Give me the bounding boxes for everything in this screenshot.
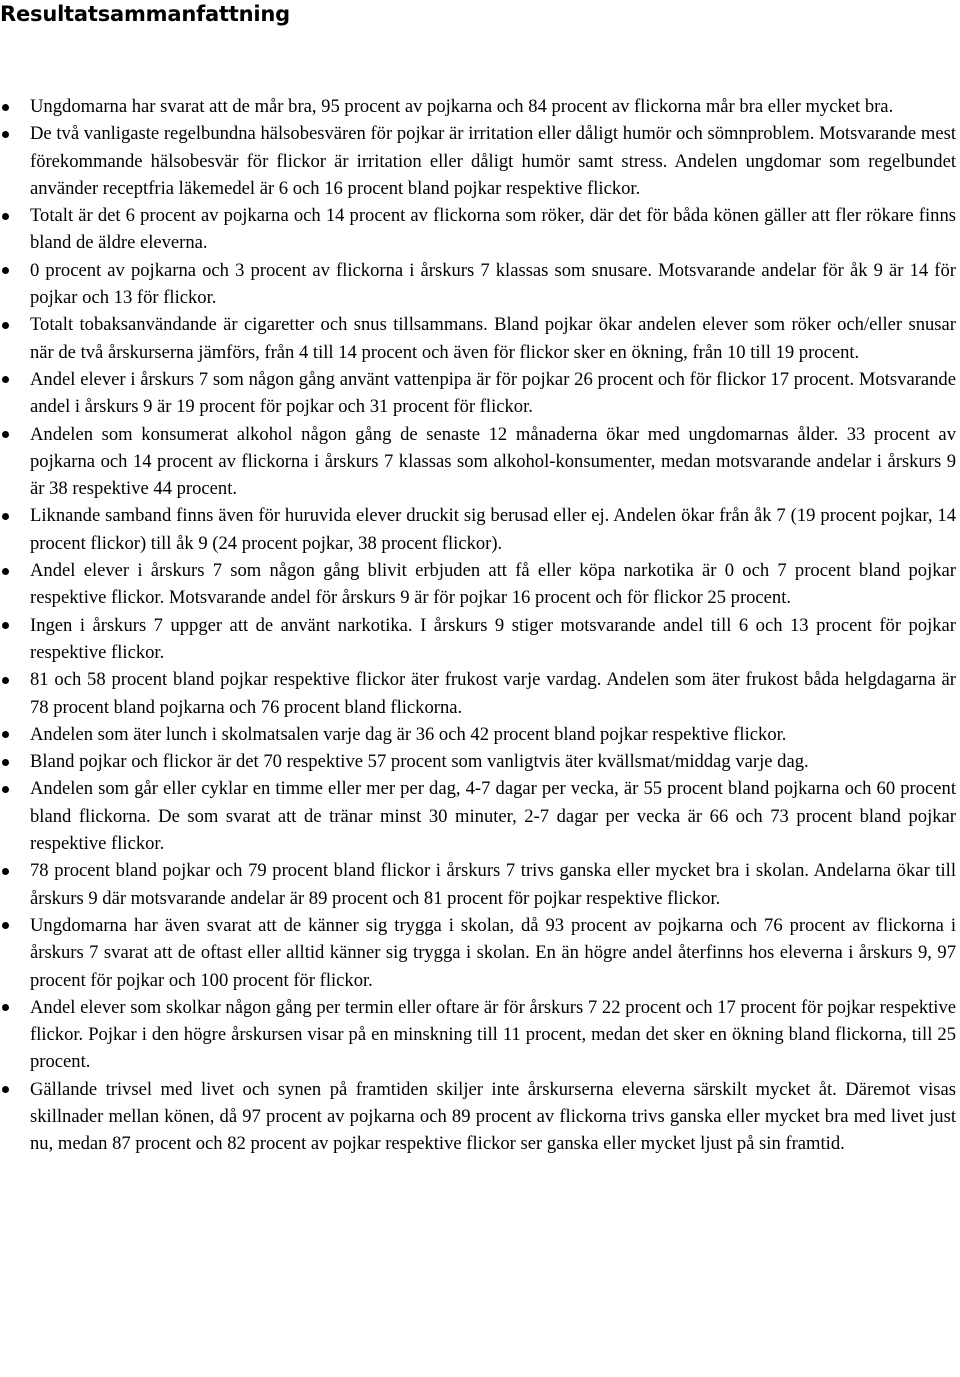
bullet-item-lunch: Andelen som äter lunch i skolmatsalen varje dag är 36 och 42 procent bland pojkar respektive flickor.	[0, 721, 956, 748]
bullet-item-school-safety: Ungdomarna har även svarat att de känner sig trygga i skolan, då 93 procent av pojkarna och 76 procent av flickorna i årskurs 7 svarat att de oftast eller alltid känner sig trygga i skolan. En än högre andel återfinns hos eleverna i årskurs 9, 97 procent för pojkar och 100 procent för flickor.	[0, 912, 956, 994]
bullet-item-wellbeing: Ungdomarna har svarat att de mår bra, 95 procent av pojkarna och 84 procent av flickorna mår bra eller mycket bra.	[0, 93, 956, 120]
bullet-item-total-tobacco: Totalt tobaksanvändande är cigaretter och snus tillsammans. Bland pojkar ökar andelen elever som röker och/eller snusar när de två årskurserna jämförs, från 4 till 14 procent och även för flickor sker en ökning, från 10 till 19 procent.	[0, 311, 956, 366]
bullet-item-alcohol: Andelen som konsumerat alkohol någon gång de senaste 12 månaderna ökar med ungdomarnas ålder. 33 procent av pojkarna och 14 procent av flickorna i årskurs 7 klassas som alkohol-konsumenter, medan motsvarande andelar i årskurs 9 är 38 respektive 44 procent.	[0, 421, 956, 503]
bullet-item-drugs-offered: Andel elever i årskurs 7 som någon gång blivit erbjuden att få eller köpa narkotika är 0 och 7 procent bland pojkar respektive flickor. Motsvarande andel för årskurs 9 är för pojkar 16 procent och för flickor 25 procent.	[0, 557, 956, 612]
bullet-item-water-pipe: Andel elever i årskurs 7 som någon gång använt vattenpipa är för pojkar 26 procent och för flickor 17 procent. Motsvarande andel i årskurs 9 är 19 procent för pojkar och 31 procent för flickor.	[0, 366, 956, 421]
bullet-item-school-wellbeing: 78 procent bland pojkar och 79 procent bland flickor i årskurs 7 trivs ganska eller mycket bra i skolan. Andelarna ökar till årskurs 9 där motsvarande andelar är 89 procent och 81 procent för pojkar respektive flickor.	[0, 857, 956, 912]
bullet-item-breakfast: 81 och 58 procent bland pojkar respektive flickor äter frukost varje vardag. Andelen som äter frukost båda helgdagarna är 78 procent bland pojkarna och 76 procent bland flickorna.	[0, 666, 956, 721]
bullet-item-dinner: Bland pojkar och flickor är det 70 respektive 57 procent som vanligtvis äter kvällsmat/middag varje dag.	[0, 748, 956, 775]
summary-bullet-list	[0, 93, 956, 1158]
bullet-item-health-complaints: De två vanligaste regelbundna hälsobesvären för pojkar är irritation eller dåligt humör och sömnproblem. Motsvarande mest förekommande hälsobesvär för flickor är irritation eller dåligt humör samt stress. Andelen ungdomar som regelbundet använder receptfria läkemedel är 6 och 16 procent bland pojkar respektive flickor.	[0, 120, 956, 202]
bullet-item-intoxication: Liknande samband finns även för huruvida elever druckit sig berusad eller ej. Andelen ökar från åk 7 (19 procent pojkar, 14 procent flickor) till åk 9 (24 procent pojkar, 38 procent flickor).	[0, 502, 956, 557]
bullet-item-drug-use: Ingen i årskurs 7 uppger att de använt narkotika. I årskurs 9 stiger motsvarande andel till 6 och 13 procent för pojkar respektive flickor.	[0, 612, 956, 667]
bullet-item-snus: 0 procent av pojkarna och 3 procent av flickorna i årskurs 7 klassas som snusare. Motsvarande andelar för åk 9 är 14 för pojkar och 13 för flickor.	[0, 257, 956, 312]
bullet-item-life-satisfaction: Gällande trivsel med livet och synen på framtiden skiljer inte årskurserna eleverna särskilt mycket åt. Däremot visas skillnader mellan könen, då 97 procent av pojkarna och 89 procent av flickorna trivs ganska eller mycket bra med livet just nu, medan 87 procent och 82 procent av pojkar respektive flickor ser ganska eller mycket ljust på sin framtid.	[0, 1076, 956, 1158]
bullet-item-physical-activity: Andelen som går eller cyklar en timme eller mer per dag, 4-7 dagar per vecka, är 55 procent bland pojkarna och 60 procent bland flickorna. De som svarat att de tränar minst 30 minuter, 2-7 dagar per vecka är 66 och 73 procent bland pojkar respektive flickor.	[0, 775, 956, 857]
bullet-item-smoking: Totalt är det 6 procent av pojkarna och 14 procent av flickorna som röker, där det för båda könen gäller att fler rökare finns bland de äldre eleverna.	[0, 202, 956, 257]
bullet-item-truancy: Andel elever som skolkar någon gång per termin eller oftare är för årskurs 7 22 procent och 17 procent för pojkar respektive flickor. Pojkar i den högre årskursen visar på en minskning till 11 procent, medan det sker en ökning bland flickorna, till 25 procent.	[0, 994, 956, 1076]
page-title: Resultatsammanfattning	[0, 2, 290, 26]
